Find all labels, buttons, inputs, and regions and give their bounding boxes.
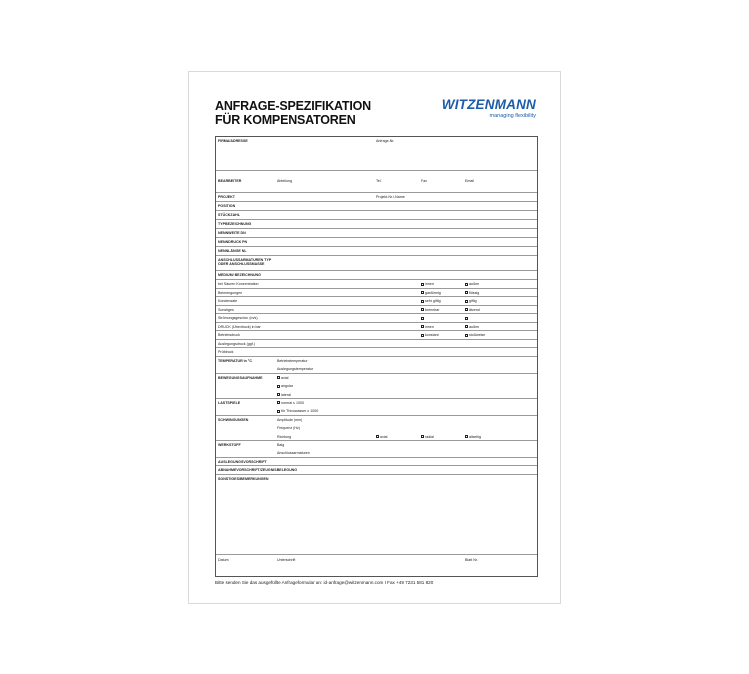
row-auslegungsvorschrift[interactable] [216,458,537,467]
label-sehr-giftig: sehr giftig [425,299,441,303]
label-temperatur: TEMPERATUR in °C [218,358,252,363]
label-schwingungen: SCHWINGUNGEN [218,417,249,422]
option-stossweise[interactable] [465,333,485,337]
label-beimengungen: Beimengungen [218,290,243,295]
inquiry-form [215,136,538,577]
label-abnahme: ABNAHMEVORSCHRIFT/ZEUGNISBELEGUNG [218,468,298,472]
label-balg: Balg [277,442,285,447]
option-allseitig[interactable] [465,435,481,439]
label-kondensate: Kondensate [218,299,238,303]
row-saeuren[interactable] [216,280,537,289]
row-kondensate[interactable] [216,297,537,306]
label-unterschrift: Unterschrift [277,557,296,562]
logo-name: WITZENMANN [441,97,536,112]
label-auslegungsdruck: Auslegungsdruck (ggf.) [218,341,255,346]
label-email: Email [465,179,474,183]
checkbox-druck-innen[interactable] [421,325,424,328]
label-druck-aussen: außen [469,324,480,329]
row-druck[interactable] [216,323,537,332]
checkbox-allseitig[interactable] [465,435,468,438]
label-abteilung: Abteilung [277,179,292,183]
option-gasfoermig[interactable] [421,291,441,295]
label-auslegungsvorschrift: AUSLEGUNGSVORSCHRIFT [218,459,267,464]
option-stroemung-a[interactable] [421,316,425,320]
label-typ: TYPBEZEICHNUNG [218,222,252,226]
label-fluessig: flüssig [469,290,480,295]
label-nennlaenge: NENNLÄNGE NL [218,249,247,253]
option-normal[interactable] [277,401,304,405]
row-stroemung[interactable] [216,314,537,323]
checkbox-gasfoermig[interactable] [421,291,424,294]
option-stroemung-b[interactable] [465,316,469,320]
label-normal: normal ≤ 1000 [281,400,304,405]
label-richtung: Richtung [277,434,292,439]
option-radial[interactable] [421,435,434,439]
label-firma: FIRMA/ADRESSE [218,139,248,143]
label-betriebsdruck: Betriebsdruck [218,333,240,337]
label-blatt: Blatt Nr. [465,557,478,562]
checkbox-stossweise[interactable] [465,334,468,337]
row-betriebsdruck[interactable] [216,331,537,340]
option-lateral[interactable] [277,393,291,397]
checkbox-giftig[interactable] [465,300,468,303]
label-bewegung: BEWEGUNGSAUFNAHME [218,375,263,380]
checkbox-aetzend[interactable] [465,308,468,311]
label-anfrage-nr: Anfrage-Nr. [376,139,395,143]
row-anschluss[interactable] [216,256,537,271]
checkbox-aussen[interactable] [465,283,468,286]
checkbox-stroemung-a[interactable] [421,317,424,320]
option-fluessig[interactable] [465,291,479,295]
checkbox-angular[interactable] [277,385,280,388]
label-betriebstemp: Betriebstemperatur [277,358,308,363]
document-title [215,99,371,127]
logo-tagline: managing flexibility [489,113,536,119]
label-lateral: lateral [281,392,291,397]
option-thixo[interactable] [277,409,318,413]
row-lastspiele[interactable] [216,399,537,416]
label-bemerkungen: SONSTIGES/BEMERKUNGEN [218,476,269,481]
checkbox-stroemung-b[interactable] [465,317,468,320]
label-amplitude: Amplitude (mm) [277,417,303,422]
checkbox-lateral[interactable] [277,393,280,396]
row-nenndruck[interactable] [216,238,537,247]
checkbox-innen[interactable] [421,283,424,286]
label-konstant: konstant [425,333,439,337]
row-sonstiges[interactable] [216,306,537,315]
checkbox-thixo[interactable] [277,410,280,413]
checkbox-axial[interactable] [277,376,280,379]
checkbox-druck-aussen[interactable] [465,325,468,328]
label-anschluss-2: ODER ANSCHLUSSMASSE [218,262,265,266]
checkbox-brennbar[interactable] [421,308,424,311]
option-richtung-axial[interactable] [376,435,387,439]
row-auslegungsdruck[interactable] [216,340,537,349]
option-sehr-giftig[interactable] [421,299,441,303]
row-nennweite[interactable] [216,229,537,238]
label-druck: DRUCK (Überdruck) in bar [218,324,261,329]
label-tel: Tel. [376,179,382,183]
label-saeuren: bei Säuren Konzentration [218,282,259,286]
row-stueckzahl[interactable] [216,211,537,220]
row-schwingungen[interactable] [216,416,537,441]
label-projekt-nr: Projekt-Nr./-Name [376,195,405,199]
checkbox-richtung-axial[interactable] [376,435,379,438]
label-allseitig: allseitig [469,434,481,439]
label-pruefdruck: Prüfdruck [218,350,234,354]
label-gasfoermig: gasförmig [425,290,441,295]
label-brennbar: brennbar [425,307,440,312]
label-position: POSITION [218,204,236,208]
title-line-2: FÜR KOMPENSATOREN [215,113,356,127]
option-axial[interactable] [277,376,288,380]
witzenmann-logo [442,97,536,119]
label-stossweise: stoßweise [469,333,486,337]
row-pruefdruck[interactable] [216,348,537,357]
label-aetzend: ätzend [469,307,480,312]
option-innen[interactable] [421,282,434,286]
option-konstant[interactable] [421,333,439,337]
label-druck-innen: innen [425,324,434,329]
option-angular[interactable] [277,384,293,388]
label-stueckzahl: STÜCKZAHL [218,213,240,217]
label-radial: radial [425,434,434,439]
label-richtung-axial: axial [380,434,388,439]
label-nenndruck: NENNDRUCK PN [218,240,248,244]
label-datum: Datum [218,557,229,562]
row-signature[interactable] [216,555,537,577]
option-aussen[interactable] [465,282,479,286]
row-bearbeiter[interactable] [216,171,537,193]
row-firma[interactable] [216,137,537,171]
row-medium[interactable] [216,271,537,280]
row-temperatur[interactable] [216,357,537,374]
label-fax: Fax [421,179,427,183]
label-medium: MEDIUM/ BEZEICHNUNG [218,273,261,277]
checkbox-sehr-giftig[interactable] [421,300,424,303]
label-sonstiges: Sonstiges [218,307,234,312]
row-position[interactable] [216,202,537,211]
label-anschluss-1: ANSCHLUSSARMATUREN TYP [218,258,272,262]
row-projekt[interactable] [216,193,537,202]
option-druck-innen[interactable] [421,325,434,329]
checkbox-radial[interactable] [421,435,424,438]
label-werkstoff: WERKSTOFF [218,442,241,447]
label-auslegungstemp: Auslegungstemperatur [277,367,314,371]
label-bearbeiter: BEARBEITER [218,179,242,183]
option-brennbar[interactable] [421,308,439,312]
label-aussen: außen [469,282,480,286]
row-werkstoff[interactable] [216,441,537,458]
label-innen: innen [425,282,434,286]
label-frequenz: Frequenz (Hz) [277,426,300,430]
label-anschlussarmaturen: Anschlussarmaturen [277,451,310,455]
checkbox-konstant[interactable] [421,334,424,337]
label-nennweite: NENNWEITE DN [218,231,246,235]
label-lastspiele: LASTSPIELE [218,400,241,405]
row-nennlaenge[interactable] [216,247,537,256]
label-angular: angular [281,384,293,388]
label-stroemung: Strömungsgeschw. (m/s) [218,316,258,320]
footer-note: Bitte senden Sie das ausgefüllte Anfrageformular an: id-anfrage@witzenmann.com I Fax +49 7231 581 820 [215,580,434,585]
row-typ[interactable] [216,220,537,229]
option-aetzend[interactable] [465,308,480,312]
label-projekt: PROJEKT [218,195,235,199]
label-thixo: für Thixowasser ≥ 1000 [281,409,319,413]
row-bemerkungen[interactable] [216,475,537,555]
option-giftig[interactable] [465,299,477,303]
specification-sheet [188,71,561,604]
row-bewegung[interactable] [216,374,537,399]
title-line-1: ANFRAGE-SPEZIFIKATION [215,99,371,113]
row-abnahme[interactable] [216,466,537,475]
label-axial: axial [281,375,289,380]
row-beimengungen[interactable] [216,289,537,298]
checkbox-normal[interactable] [277,401,280,404]
option-druck-aussen[interactable] [465,325,479,329]
label-giftig: giftig [469,299,477,303]
checkbox-fluessig[interactable] [465,291,468,294]
